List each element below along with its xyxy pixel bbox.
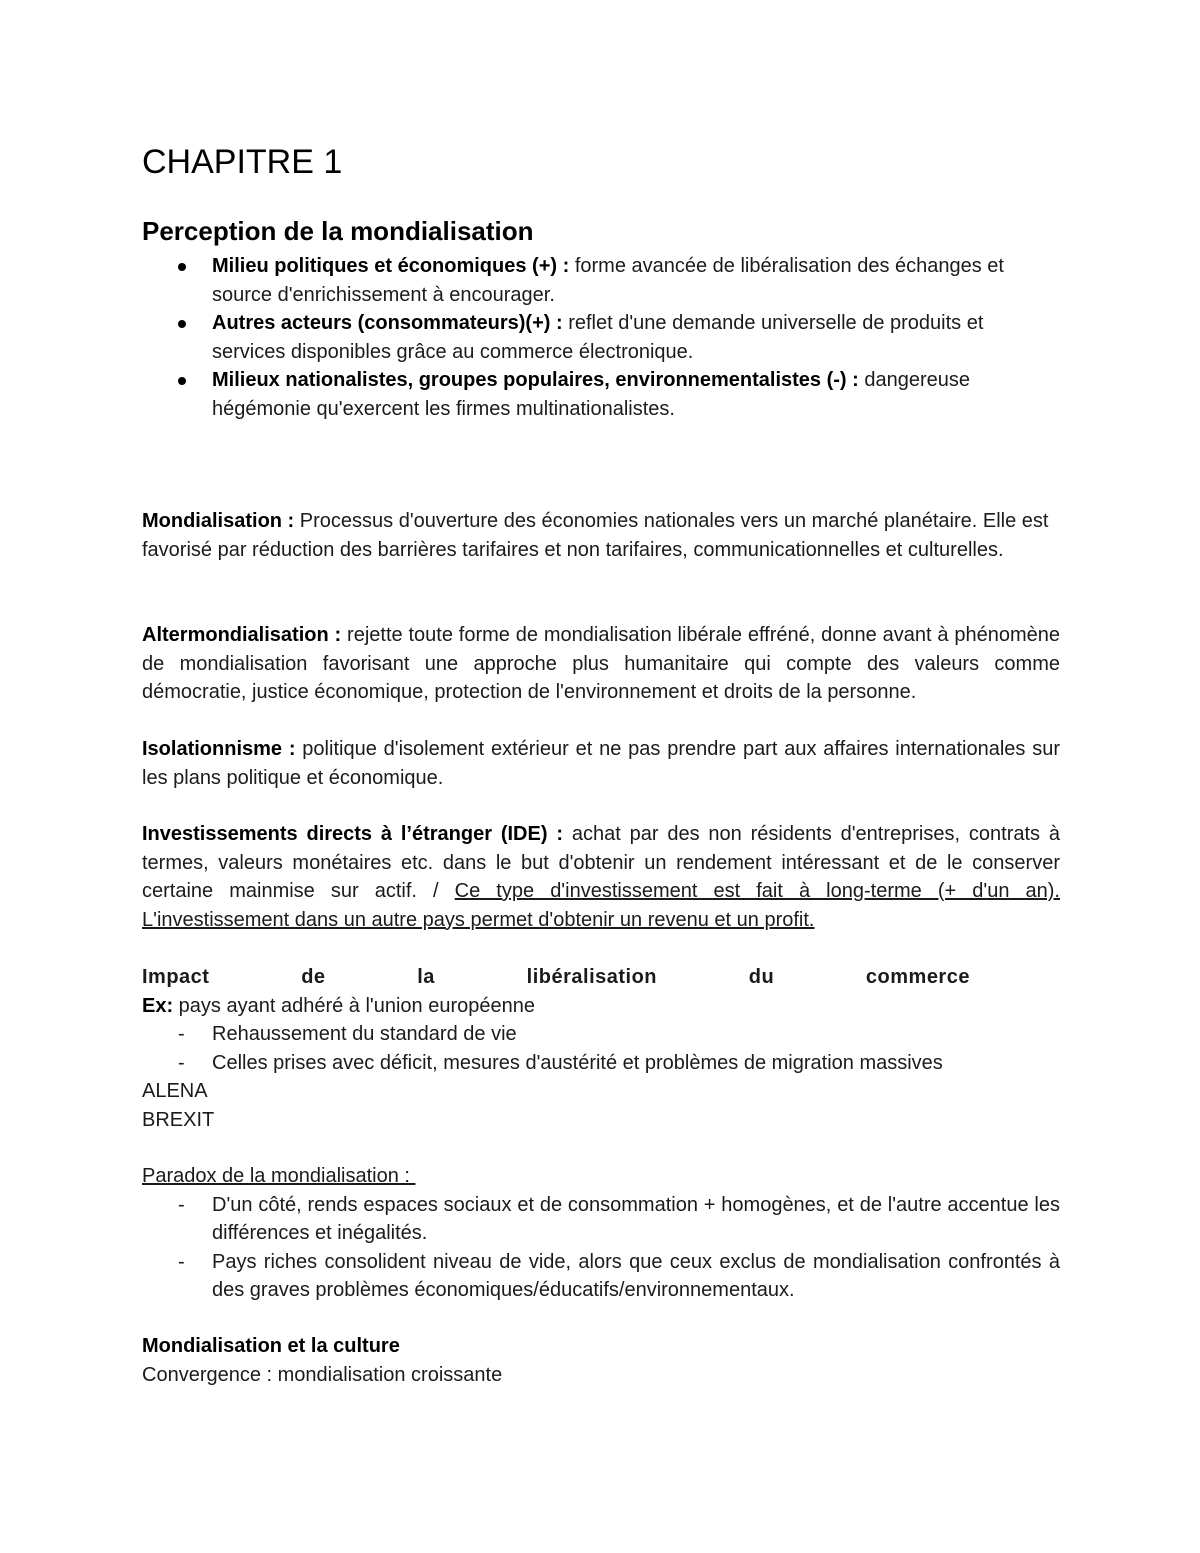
definition-text: Processus d'ouverture des économies nationales vers un marché planétaire. Elle est favorisé par réduction des barrières tarifaires et non tarifaires, communicationnelles et culturelles. [142,510,1049,561]
chapter-title: CHAPITRE 1 [142,143,343,181]
list-item-term: Autres acteurs (consommateurs)(+) : [212,312,563,334]
impact-extra-alena: ALENA [142,1080,208,1102]
culture-text: Convergence : mondialisation croissante [142,1363,503,1386]
definition-isolationnisme [142,735,1060,792]
perception-list [142,252,1060,423]
definition-term: Mondialisation : [142,510,295,532]
list-item: - D'un côté, rends espaces sociaux et de consommation + homogènes, et de l'autre accentue les différences et inégalités. [142,1191,1060,1248]
impact-heading-word: commerce [865,966,970,988]
definition-term: Isolationnisme : [142,738,296,760]
impact-heading-word: Impact [142,966,210,988]
impact-extra-brexit: BREXIT [142,1108,215,1131]
impact-list [142,1020,1060,1077]
list-item-text: forme avancée de libéralisation des échanges et source d'enrichissement à encourager. [212,255,1004,306]
list-item [142,366,1060,423]
definition-altermondialisation [142,621,1060,707]
list-item-term: Milieu politiques et économiques (+) : [212,255,570,277]
definition-text: rejette toute forme de mondialisation libérale effréné, donne avant à phénomène de mondialisation favorisant une approche plus humanitaire qui compte des valeurs comme démocratie, justice économique, protection de l'environnement et droits de la personne. [142,624,1061,703]
impact-section [142,963,1060,1134]
impact-heading-word: du [748,966,775,988]
paradox-list [142,1191,1060,1305]
perception-heading: Perception de la mondialisation [142,216,534,246]
list-item: - Pays riches consolident niveau de vide, alors que ceux exclus de mondialisation confrontés à des graves problèmes économiques/éducatifs/environnementaux. [142,1248,1060,1305]
impact-heading-word: de [301,966,326,988]
paradox-heading: Paradox de la mondialisation : [142,1165,416,1187]
impact-example [142,992,1060,1021]
impact-heading-word: la [417,966,435,988]
culture-section [142,1332,1060,1389]
definition-text: achat par des non résidents d'entreprises, contrats à termes, valeurs monétaires etc. dans le but d'obtenir un rendement intéressant et de le conserver certaine mainmise sur actif. / [142,823,1060,902]
definition-underlined-note: Ce type d'investissement est fait à long-terme (+ d'un an). L'investissement dans un autre pays permet d'obtenir un revenu et un profit. [142,880,1060,931]
impact-heading-word: libéralisation [526,966,658,988]
list-item [142,309,1060,366]
list-item: - Celles prises avec déficit, mesures d'austérité et problèmes de migration massives [142,1049,1060,1078]
paradox-section [142,1162,1060,1305]
list-item [142,252,1060,309]
culture-heading: Mondialisation et la culture [142,1335,400,1357]
definition-term: Altermondialisation : [142,624,342,646]
list-item-term: Milieux nationalistes, groupes populaires, environnementalistes (-) : [212,369,859,391]
impact-heading [142,963,970,992]
definition-text: politique d'isolement extérieur et ne pas prendre part aux affaires internationales sur les plans politique et économique. [142,738,1060,789]
list-item-text: dangereuse hégémonie qu'exercent les firmes multinationalistes. [212,369,970,420]
definition-term: Investissements directs à l’étranger (IDE) : [142,823,563,845]
list-item: - Rehaussement du standard de vie [142,1020,1060,1049]
definition-mondialisation [142,507,1060,564]
list-item-text: reflet d'une demande universelle de produits et services disponibles grâce au commerce électronique. [212,312,984,363]
definition-ide [142,820,1060,934]
example-label: Ex: [142,994,174,1017]
example-text: pays ayant adhéré à l'union européenne [173,994,535,1017]
